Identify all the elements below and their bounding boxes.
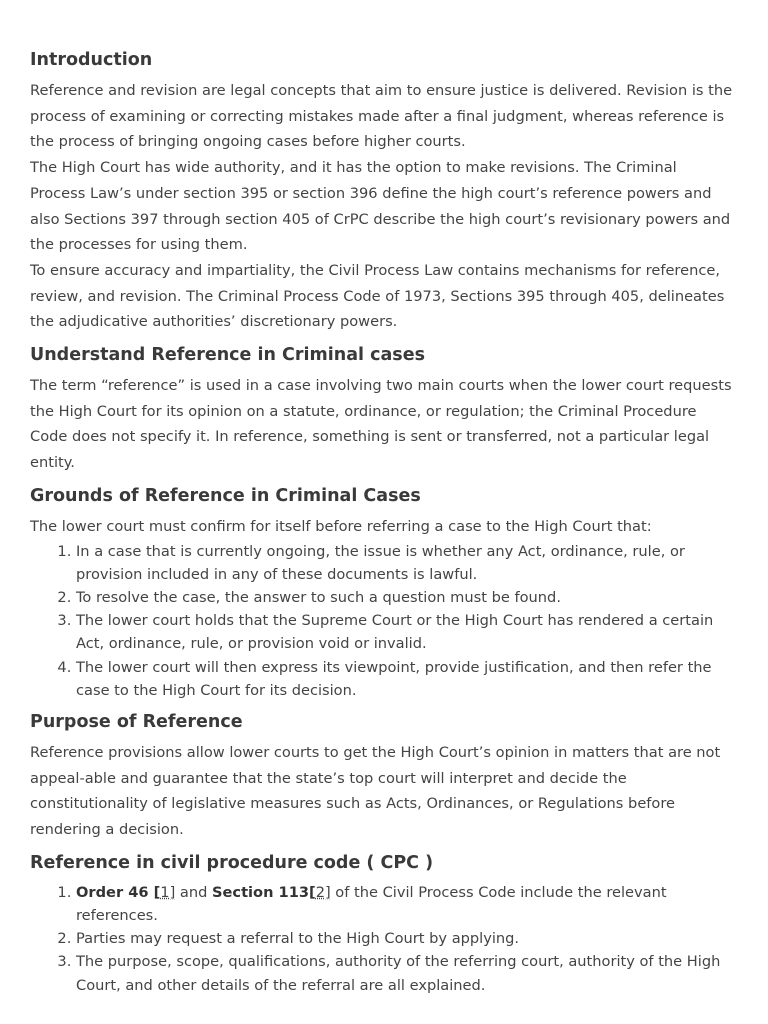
list-item: 2. To resolve the case, the answer to such a question must be found. <box>76 586 734 609</box>
heading-introduction: Introduction <box>30 50 153 70</box>
footnote-link-1[interactable]: 1] <box>160 883 176 901</box>
section-introduction <box>30 48 734 335</box>
section-understand-reference <box>30 343 734 476</box>
paragraph: The term “reference” is used in a case involving two main courts when the lower court requests the High Court for its opinion on a statute, ordinance, or regulation; the Criminal Procedure Code does not specify it. In reference, something is sent or transferred, not a particular legal entity. <box>30 377 732 472</box>
list-text: of the Civil Process Code include the relevant references. <box>76 883 667 924</box>
section-purpose-of-reference <box>30 710 734 843</box>
order-46-label: Order 46 [ <box>76 883 161 901</box>
paragraph: Reference and revision are legal concepts that aim to ensure justice is delivered. Revision is the process of examining or correcting mistakes made after a final judgment, whereas reference is the process of bringing ongoing cases before higher courts. <box>30 82 733 151</box>
paragraph: Reference provisions allow lower courts to get the High Court’s opinion in matters that are not appeal-able and guarantee that the state’s top court will interpret and decide the constitutionality of legislative measures such as Acts, Ordinances, or Regulations before rendering a decision. <box>30 743 721 839</box>
section-reference-in-cpc <box>30 851 734 997</box>
heading-grounds-of-reference: Grounds of Reference in Criminal Cases <box>30 485 421 506</box>
heading-understand-reference: Understand Reference in Criminal cases <box>30 345 425 366</box>
list-item: 1. In a case that is currently ongoing, the issue is whether any Act, ordinance, rule, or provision included in any of these documents is lawful. <box>76 540 734 586</box>
list-item: 3. The purpose, scope, qualifications, authority of the referring court, authority of the High Court, and other details of the referral are all explained. <box>76 950 734 996</box>
paragraph: The lower court must confirm for itself before referring a case to the High Court that: <box>30 517 652 535</box>
section-113-label: Section 113[ <box>212 883 316 901</box>
list-item <box>76 881 734 927</box>
list-item: 2. Parties may request a referral to the High Court by applying. <box>76 927 734 950</box>
heading-purpose-of-reference: Purpose of Reference <box>30 711 243 732</box>
heading-reference-in-cpc: Reference in civil procedure code ( CPC ) <box>30 852 434 873</box>
grounds-list <box>30 540 734 702</box>
list-item: 3. The lower court holds that the Supreme Court or the High Court has rendered a certain Act, ordinance, rule, or provision void or invalid. <box>76 609 734 655</box>
section-grounds-of-reference <box>30 484 734 702</box>
footnote-link-2[interactable]: 2] <box>315 883 331 901</box>
list-item: 4. The lower court will then express its viewpoint, provide justification, and then refer the case to the High Court for its decision. <box>76 656 734 702</box>
cpc-list <box>30 881 734 997</box>
paragraph: The High Court has wide authority, and it has the option to make revisions. The Criminal Process Law’s under section 395 or section 396 define the high court’s reference powers and also Sections 397 through section 405 of CrPC describe the high court’s revisionary powers and the processes for using them. <box>30 159 731 254</box>
paragraph: To ensure accuracy and impartiality, the Civil Process Law contains mechanisms for reference, review, and revision. The Criminal Process Code of 1973, Sections 395 through 405, delineates the adjudicative authorities’ discretionary powers. <box>30 261 725 331</box>
list-text: and <box>175 883 213 901</box>
